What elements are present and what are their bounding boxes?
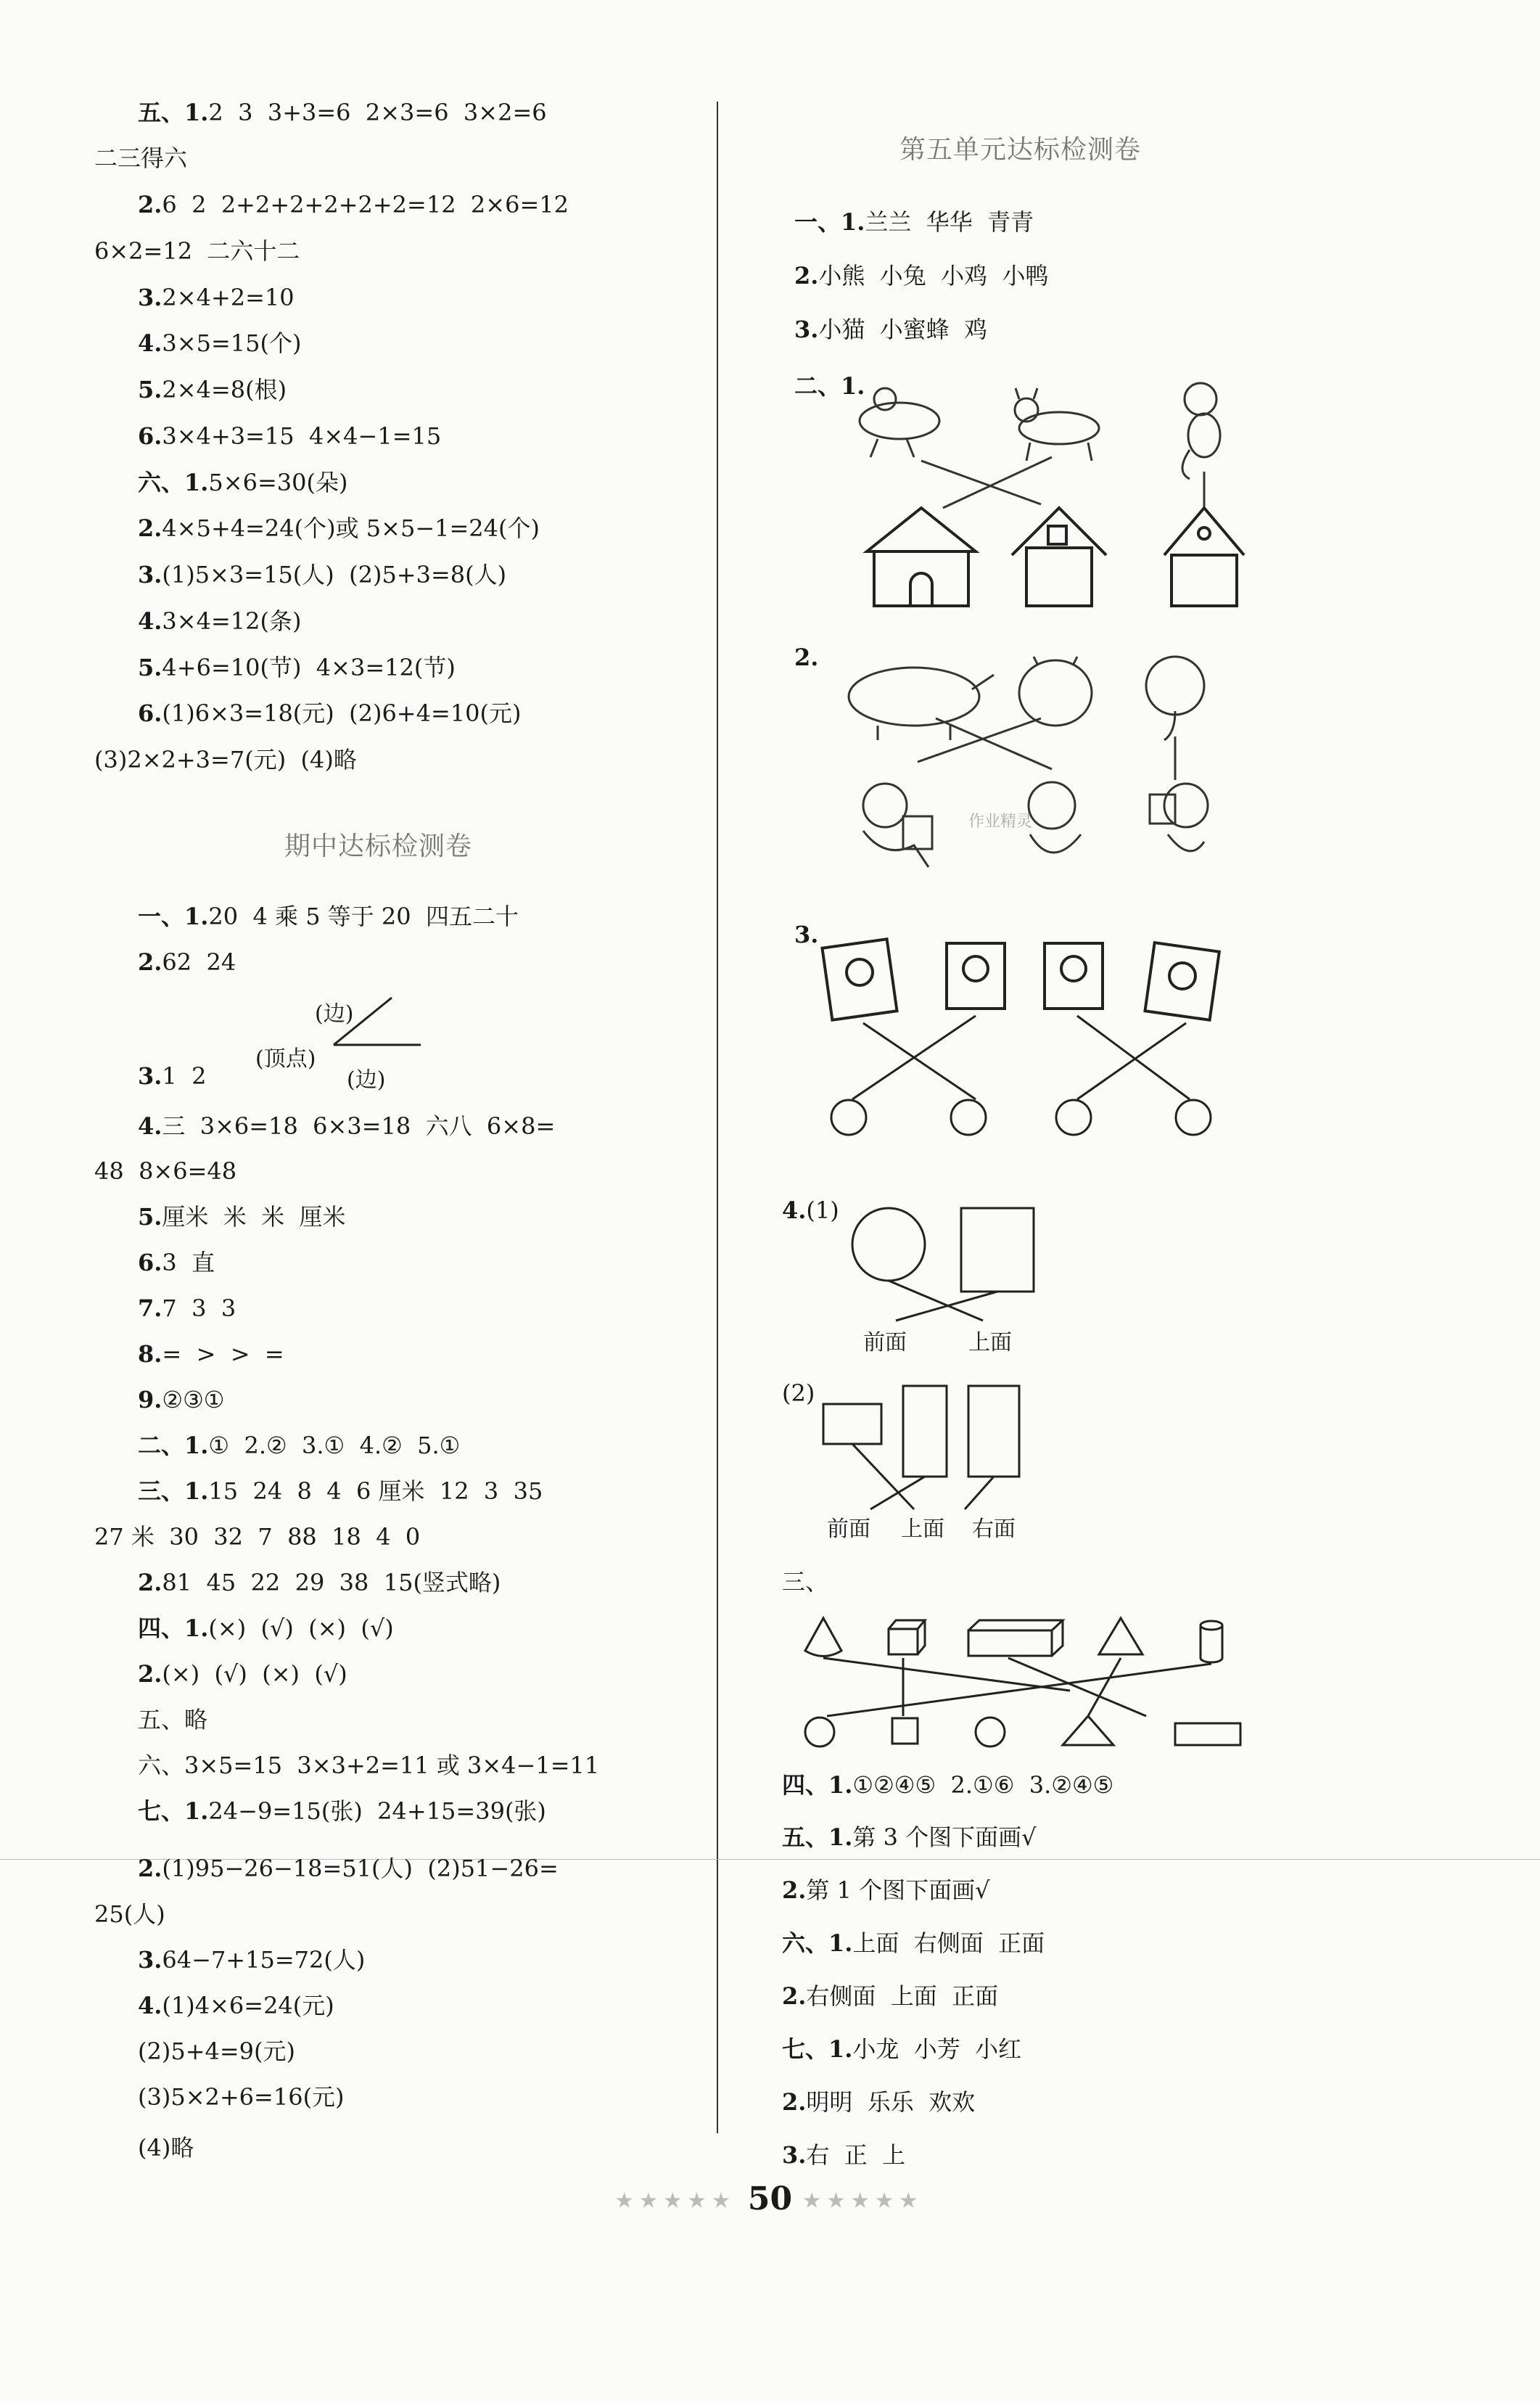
house-picture (867, 508, 976, 606)
angle-edge-label: (边) (347, 1067, 386, 1093)
answer-line: 3. (794, 921, 819, 948)
answer-line: (2) (782, 1379, 815, 1407)
answer-line: 27 米 30 32 7 88 18 4 0 (94, 1523, 421, 1551)
portrait-picture (822, 939, 897, 1020)
midterm-section-title: 期中达标检测卷 (284, 832, 473, 861)
answer-line: 2.62 24 (138, 948, 236, 976)
answer-line: 2.第 1 个图下面画√ (782, 1876, 990, 1904)
triangle-shape (1063, 1716, 1113, 1745)
answer-line: 8.= > > = (138, 1340, 284, 1368)
answer-line: 6.3 直 (138, 1249, 215, 1276)
child-head-picture (831, 1100, 1211, 1135)
house-picture (1012, 508, 1106, 606)
answer-line: 5.4+6=10(节) 4×3=12(节) (138, 654, 456, 681)
answer-line: 六、3×5=15 3×3+2=11 或 3×4−1=11 (138, 1752, 600, 1779)
answer-line: 一、1.20 4 乘 5 等于 20 四五二十 (138, 903, 519, 930)
answer-line: (3)5×2+6=16(元) (138, 2083, 345, 2111)
answer-line: 七、1.小龙 小芳 小红 (782, 2035, 1022, 2063)
answer-line: 3.小猫 小蜜蜂 鸡 (794, 316, 988, 343)
duck-picture (860, 388, 939, 457)
answer-line: 2.81 45 22 29 38 15(竖式略) (138, 1569, 501, 1596)
view-label: 上面 (901, 1516, 944, 1542)
answer-line: 25(人) (94, 1900, 165, 1928)
answer-line: 3.1 2 (138, 1062, 207, 1090)
answer-line: 四、1.①②④⑤ 2.①⑥ 3.②④⑤ (782, 1771, 1114, 1799)
answer-line: 5.2×4=8(根) (138, 376, 287, 403)
circle-shape (976, 1717, 1005, 1747)
answer-line: 2. (794, 644, 819, 671)
circle-shape (805, 1717, 834, 1747)
answer-line: 4.(1)4×6=24(元) (138, 1992, 334, 2019)
view-label: 右面 (972, 1516, 1016, 1542)
star-decoration: ★★★★★ (803, 2190, 924, 2212)
answer-line: 一、1.兰兰 华华 青青 (794, 208, 1034, 236)
view-matching-2 (816, 1379, 1048, 1516)
angle-edge-label: (边) (315, 1001, 354, 1027)
answer-line: 二、1. (794, 372, 865, 400)
answer-line: 3.(1)5×3=15(人) (2)5+3=8(人) (138, 561, 507, 588)
answer-line: 4.三 3×6=18 6×3=18 六八 6×8= (138, 1112, 556, 1140)
angle-vertex-label: (顶点) (255, 1046, 316, 1072)
answer-line: 3.2×4+2=10 (138, 284, 295, 311)
answer-line: 7.7 3 3 (138, 1294, 236, 1322)
cuboid-shape (968, 1620, 1063, 1656)
answer-line: 2.右侧面 上面 正面 (782, 1982, 999, 2010)
star-decoration: ★★★★★ (616, 2190, 737, 2212)
cone-shape (805, 1618, 841, 1657)
animal-child-matching (834, 653, 1240, 885)
answer-line: 2.(1)95−26−18=51(人) (2)51−26= (138, 1855, 559, 1882)
unit5-section-title: 第五单元达标检测卷 (899, 135, 1142, 165)
answer-line: 3.右 正 上 (782, 2141, 906, 2169)
answer-line: 6.3×4+3=15 4×4−1=15 (138, 422, 442, 450)
answer-line: 五、1.第 3 个图下面画√ (782, 1823, 1037, 1851)
answer-line: 5.厘米 米 米 厘米 (138, 1203, 346, 1231)
child-picture (1150, 784, 1208, 851)
portrait-picture (1045, 943, 1103, 1009)
pyramid-shape (1099, 1618, 1142, 1654)
answer-line: 七、1.24−9=15(张) 24+15=39(张) (138, 1797, 546, 1825)
view-matching-1 (845, 1201, 1041, 1324)
answer-line: 2.4×5+4=24(个)或 5×5−1=24(个) (138, 514, 540, 542)
answer-line: 4.(1) (782, 1197, 839, 1224)
answer-line: 二三得六 (94, 144, 188, 172)
answer-line: 2.小熊 小兔 小鸡 小鸭 (794, 262, 1049, 290)
cylinder-shape (1201, 1621, 1222, 1662)
child-picture (1029, 782, 1081, 853)
view-label: 上面 (968, 1330, 1012, 1355)
answer-line: 六、1.上面 右侧面 正面 (782, 1929, 1045, 1957)
hippo-picture (1019, 657, 1092, 726)
answer-line: 五、1.2 3 3+3=6 2×3=6 3×2=6 (138, 99, 547, 126)
portrait-picture (947, 943, 1005, 1009)
answer-line: 48 8×6=48 (94, 1157, 237, 1185)
cube-shape (889, 1620, 925, 1654)
answer-line: 四、1.(×) (√) (×) (√) (138, 1614, 394, 1642)
portrait-matching (820, 936, 1226, 1146)
view-label: 前面 (827, 1516, 870, 1542)
house-picture (1164, 508, 1244, 606)
rectangle-shape (961, 1208, 1034, 1292)
answer-line: 4.3×4=12(条) (138, 607, 302, 635)
answer-line: (2)5+4=9(元) (138, 2037, 296, 2065)
view-label: 前面 (863, 1330, 907, 1355)
rectangle-shape (823, 1404, 881, 1444)
answer-line: 三、1.15 24 8 4 6 厘米 12 3 35 (138, 1477, 543, 1505)
watermark-text: 作业精灵 (968, 813, 1033, 831)
circle-shape (852, 1208, 925, 1281)
rhino-picture (849, 668, 994, 740)
monkey-picture (1182, 383, 1220, 479)
answer-line: 9.②③① (138, 1386, 225, 1413)
rectangle-shape (1175, 1723, 1240, 1745)
rectangle-shape (903, 1386, 947, 1477)
child-picture (863, 784, 932, 867)
answer-line: 五、略 (138, 1706, 208, 1733)
answer-line: 2.6 2 2+2+2+2+2+2=12 2×6=12 (138, 191, 569, 218)
square-shape (892, 1718, 918, 1744)
cat-picture (1015, 388, 1099, 461)
page-number: 50 (747, 2180, 793, 2217)
answer-line: 2.(×) (√) (×) (√) (138, 1660, 347, 1688)
column-divider (717, 102, 718, 2133)
answer-line: 6.(1)6×3=18(元) (2)6+4=10(元) (138, 699, 522, 727)
answer-line: 3.64−7+15=72(人) (138, 1946, 366, 1974)
answer-line: 六、1.5×6=30(朵) (138, 469, 348, 496)
answer-line: 2.明明 乐乐 欢欢 (782, 2088, 976, 2116)
rectangle-shape (968, 1386, 1019, 1477)
page-footer (0, 2180, 1540, 2217)
elephant-picture (1146, 657, 1204, 740)
solid-face-matching (798, 1614, 1248, 1752)
answer-line: (3)2×2+3=7(元) (4)略 (94, 746, 357, 773)
answer-line: (4)略 (138, 2134, 194, 2162)
answer-line: 6×2=12 二六十二 (94, 237, 300, 265)
answer-line: 4.3×5=15(个) (138, 329, 302, 357)
animal-house-matching (834, 377, 1269, 610)
portrait-picture (1145, 943, 1219, 1020)
answer-line: 三、 (782, 1568, 829, 1596)
answer-line: 二、1.① 2.② 3.① 4.② 5.① (138, 1432, 461, 1459)
